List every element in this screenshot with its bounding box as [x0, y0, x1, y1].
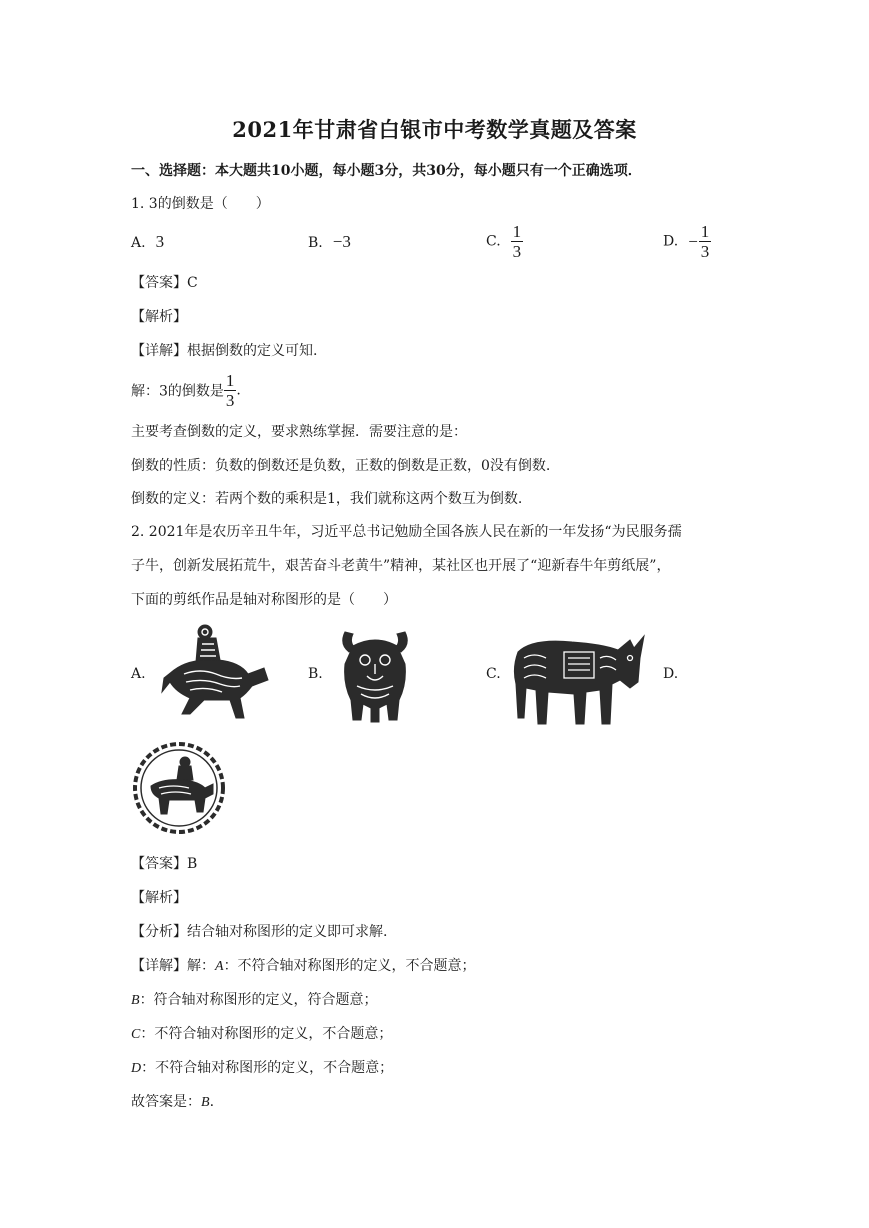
solution-prefix: 解：3的倒数是: [131, 383, 224, 400]
option-letter: B: [131, 993, 140, 1008]
option-letter: B: [201, 1095, 210, 1110]
option-letter: A: [215, 959, 224, 974]
q2-stem-line-1: 2. 2021年是农历辛丑牛年，习近平总书记勉励全国各族人民在新的一年发扬“为民服务孺: [131, 524, 682, 540]
fraction-denominator: 3: [700, 242, 710, 261]
q2-detail-b: [131, 989, 378, 1009]
fraction: [224, 371, 237, 410]
detail-text: ：不符合轴对称图形的定义，不合题意；: [141, 1060, 394, 1076]
q2-analysis-head: 【解析】: [131, 890, 187, 906]
solution-suffix: .: [236, 382, 241, 399]
option-label: A.: [131, 235, 146, 251]
option-label: D.: [663, 233, 679, 250]
q2-option-a-label: A.: [131, 666, 146, 682]
q2-detail-c: [131, 1023, 392, 1043]
fraction: [699, 222, 712, 261]
q1-note-3: 倒数的定义：若两个数的乘积是1，我们就称这两个数互为倒数.: [131, 491, 523, 507]
minus-sign: −: [688, 231, 698, 251]
option-value: 3: [155, 232, 165, 251]
q1-analysis-head: 【解析】: [131, 309, 187, 325]
q1-stem: 1. 3的倒数是（ ）: [131, 196, 270, 212]
q2-analysis: 【分析】结合轴对称图形的定义即可求解.: [131, 924, 388, 940]
option-value: −3: [332, 232, 351, 251]
fraction-numerator: 1: [225, 371, 235, 390]
detail-text: ：不符合轴对称图形的定义，不合题意；: [140, 1026, 393, 1042]
q2-detail-d: [131, 1057, 393, 1077]
fraction-denominator: 3: [225, 391, 235, 410]
ox-papercut-round-frame-icon: [133, 742, 225, 834]
q2-option-c-label: C.: [486, 666, 501, 682]
q1-note-2: 倒数的性质：负数的倒数还是负数，正数的倒数是正数，0没有倒数.: [131, 458, 551, 474]
q2-stem-line-3: 下面的剪纸作品是轴对称图形的是（ ）: [131, 592, 397, 608]
fraction-numerator: 1: [512, 222, 522, 241]
q2-conclusion: [131, 1091, 214, 1111]
detail-text: ：不符合轴对称图形的定义，不合题意；: [223, 958, 476, 974]
option-letter: D: [131, 1061, 142, 1076]
page-title: 2021年甘肃省白银市中考数学真题及答案: [232, 117, 637, 142]
fraction-denominator: 3: [512, 242, 522, 261]
q1-option-b: [308, 232, 351, 252]
section-heading: 一、选择题：本大题共10小题，每小题3分，共30分，每小题只有一个正确选项．: [131, 163, 642, 179]
option-label: C.: [486, 233, 501, 250]
q1-option-c: [486, 222, 523, 261]
ox-papercut-side-icon: [512, 628, 648, 728]
detail-text: ：符合轴对称图形的定义，符合题意；: [139, 992, 378, 1008]
q1-option-d: [663, 222, 711, 261]
fraction-numerator: 1: [700, 222, 710, 241]
q2-stem-line-2: 子牛，创新发展拓荒牛，艰苦奋斗老黄牛”精神，某社区也开展了“迎新春牛年剪纸展”，: [131, 558, 671, 574]
q1-answer: 【答案】C: [131, 275, 198, 291]
option-label: B.: [308, 235, 323, 251]
q1-solution: [131, 371, 241, 410]
q2-answer: 【答案】B: [131, 856, 198, 872]
q2-option-d-label: D.: [663, 666, 679, 682]
fraction: [511, 222, 524, 261]
detail-prefix: 【详解】解：: [131, 958, 215, 974]
q1-detail: 【详解】根据倒数的定义可知.: [131, 343, 318, 359]
option-letter: C: [131, 1027, 141, 1042]
q1-option-a: [131, 232, 164, 252]
q1-note-1: 主要考查倒数的定义，要求熟练掌握．需要注意的是：: [131, 424, 467, 440]
ox-papercut-with-child-icon: [160, 622, 272, 722]
q2-detail-a: [131, 955, 476, 975]
conclusion-prefix: 故答案是：: [131, 1094, 201, 1110]
conclusion-suffix: .: [209, 1094, 215, 1110]
ox-papercut-front-symmetric-icon: [335, 624, 415, 724]
q2-option-b-label: B.: [308, 666, 323, 682]
